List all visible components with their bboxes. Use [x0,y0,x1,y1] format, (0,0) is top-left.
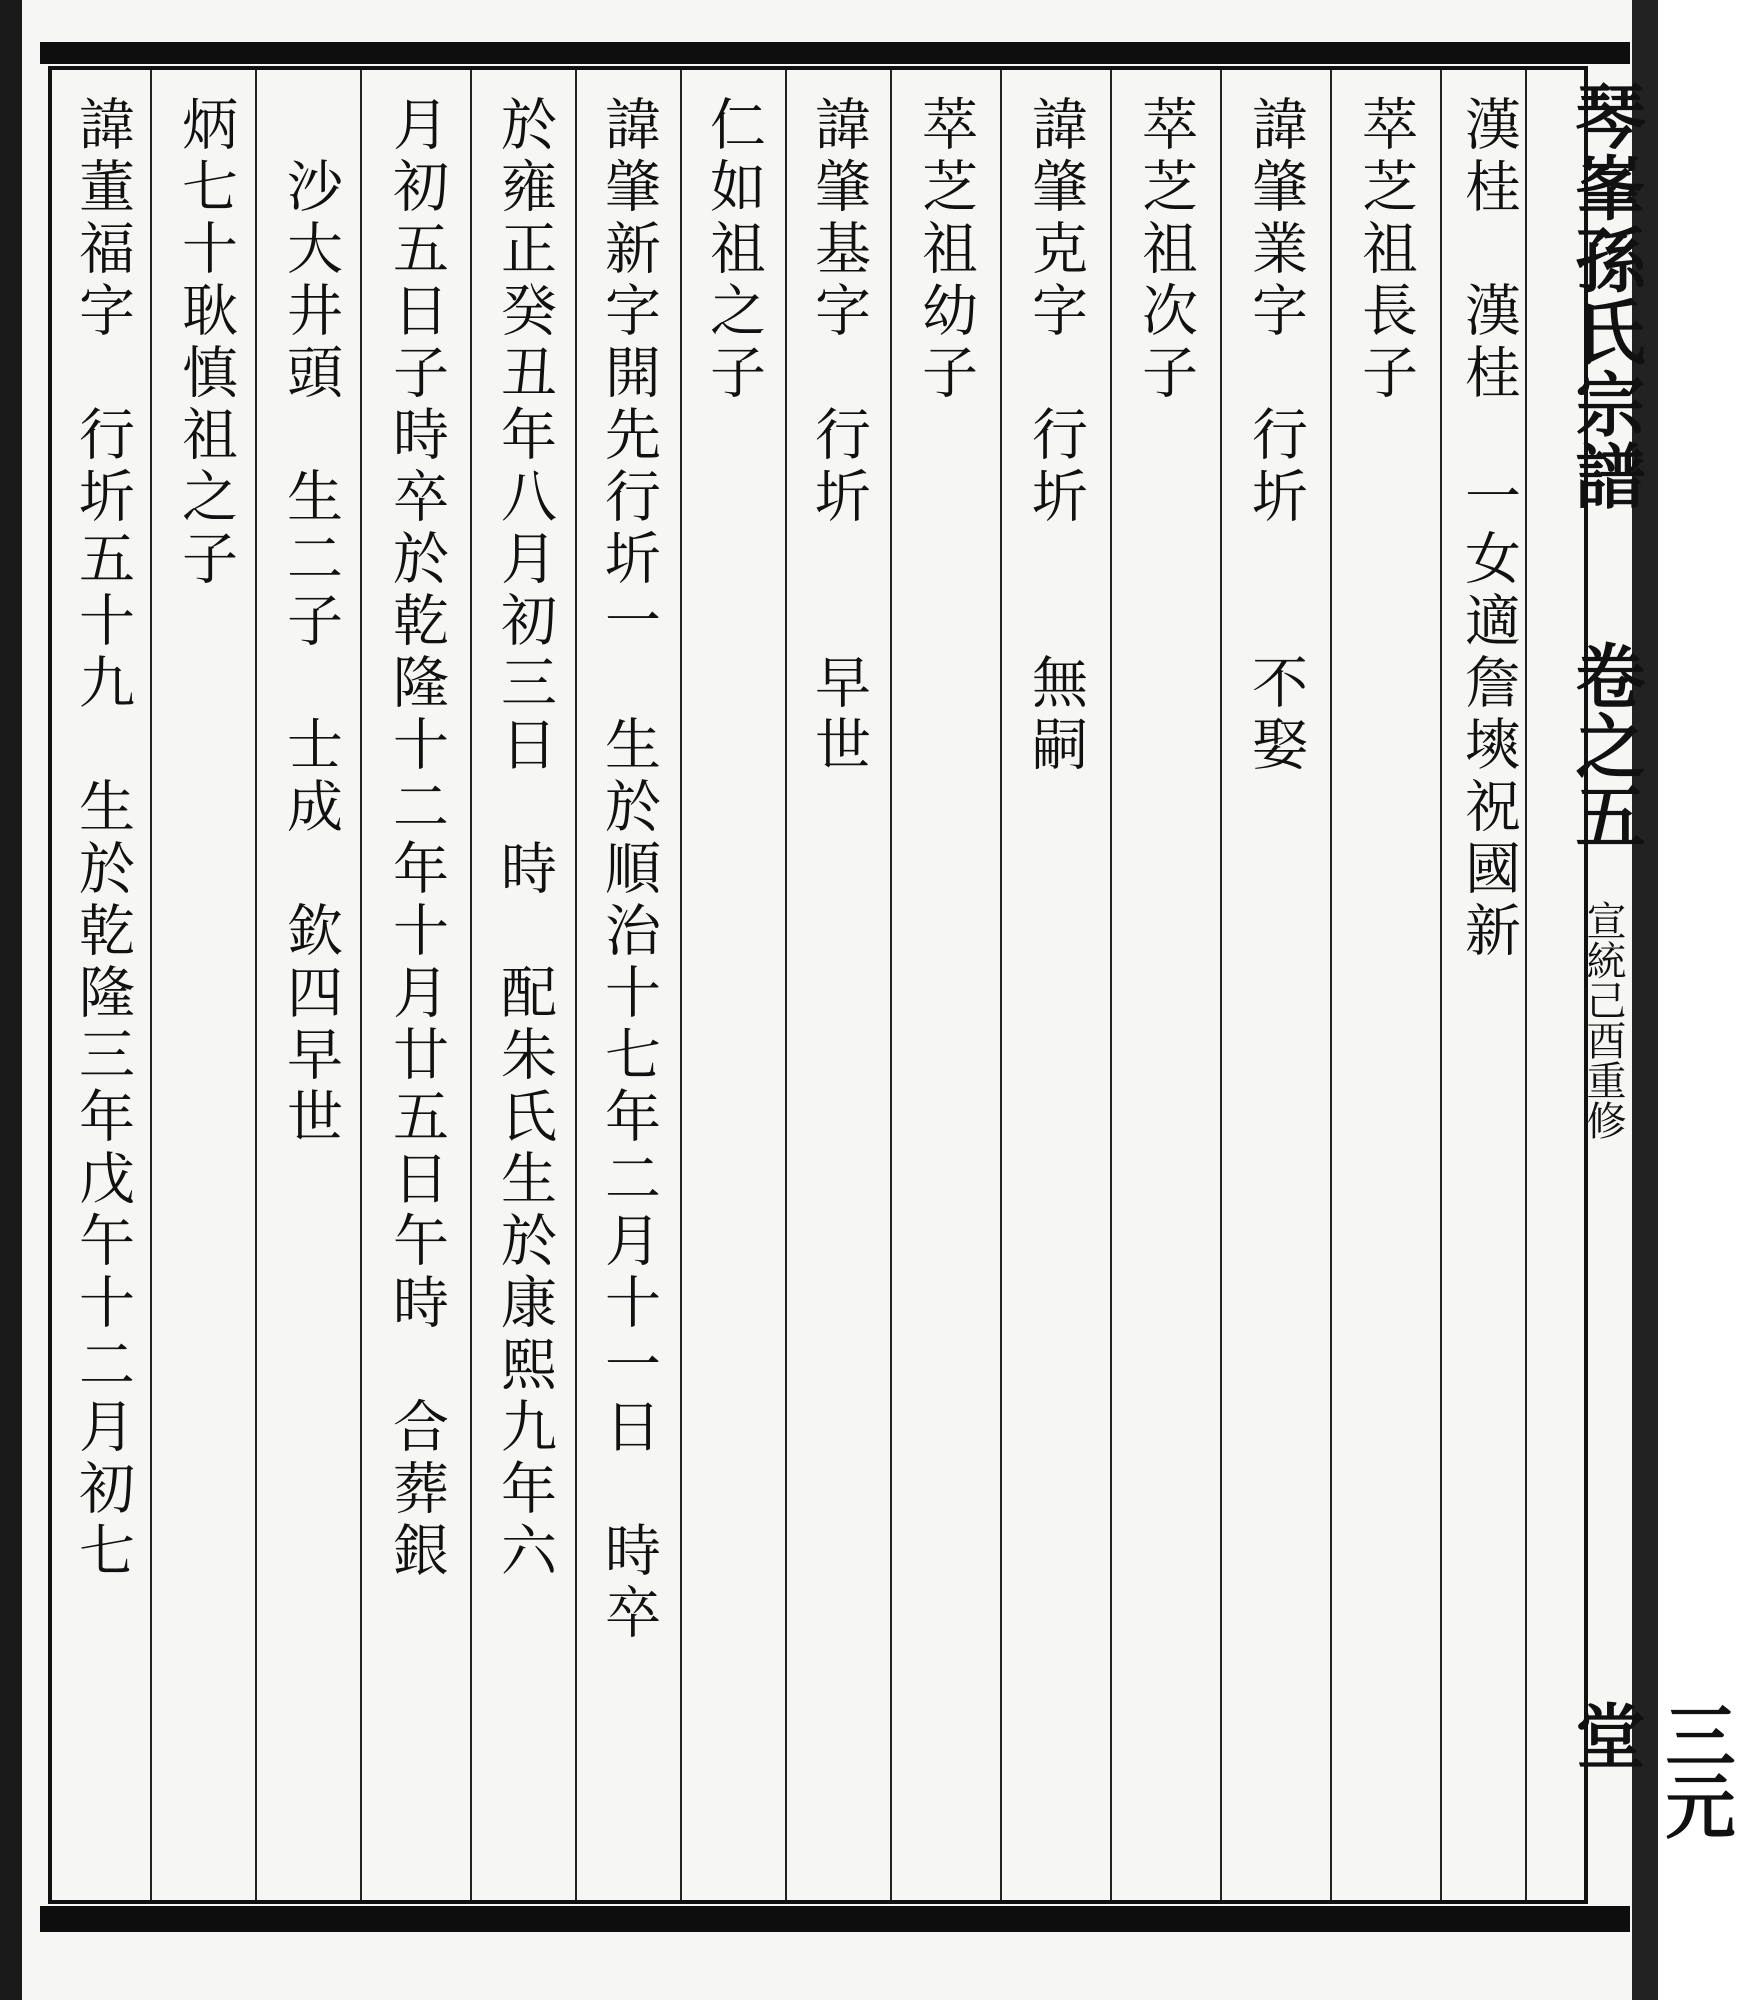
text-column: 諱肇業字 行圻 不娶 [1243,95,1308,777]
text-column: 萃芝祖長子 [1353,95,1418,405]
top-border-bar [40,42,1630,64]
column-rule [1110,70,1112,1900]
text-column: 萃芝祖次子 [1133,95,1198,405]
edition-note: 宣統己酉重修 [1580,900,1626,1140]
column-rule [890,70,892,1900]
column-rule [1330,70,1332,1900]
column-rule [1220,70,1222,1900]
text-column: 仁如祖之子 [701,95,766,405]
scan-edge-left [0,0,22,2000]
text-column: 沙大井頭 生二子 士成 欽四早世 [278,95,343,1149]
margin-title-column [1560,80,1737,1900]
column-rule [1440,70,1442,1900]
book-title: 琴峯孫氏宗譜 [1564,80,1647,512]
text-column: 諱董福字 行圻五十九 生於乾隆三年戊午十二月初七 [70,95,135,1583]
column-rule [575,70,577,1900]
text-column: 諱肇基字 行圻 早世 [806,95,871,777]
column-rule [360,70,362,1900]
text-column: 月初五日子時卒於乾隆十二年十月廿五日午時 合葬銀 [384,95,449,1583]
text-column: 萃芝祖幼子 [913,95,978,405]
volume-number: 卷之五 [1564,640,1647,850]
text-column: 於雍正癸丑年八月初三日 時 配朱氏生於康熙九年六 [492,95,557,1583]
column-rule [255,70,257,1900]
text-column: 諱肇新字開先行圻一 生於順治十七年二月十一日 時卒 [596,95,661,1645]
text-column: 炳七十耿慎祖之子 [173,95,238,591]
text-column: 諱肇克字 行圻 無嗣 [1023,95,1088,777]
column-rule [1000,70,1002,1900]
hall-name: 三元堂 [1564,1700,1737,1840]
column-rule [680,70,682,1900]
bottom-border-bar [40,1906,1630,1932]
column-rule [150,70,152,1900]
column-rule [785,70,787,1900]
column-rule [470,70,472,1900]
text-column: 漢桂 漢桂 一女適詹塽祝國新 [1456,95,1521,963]
